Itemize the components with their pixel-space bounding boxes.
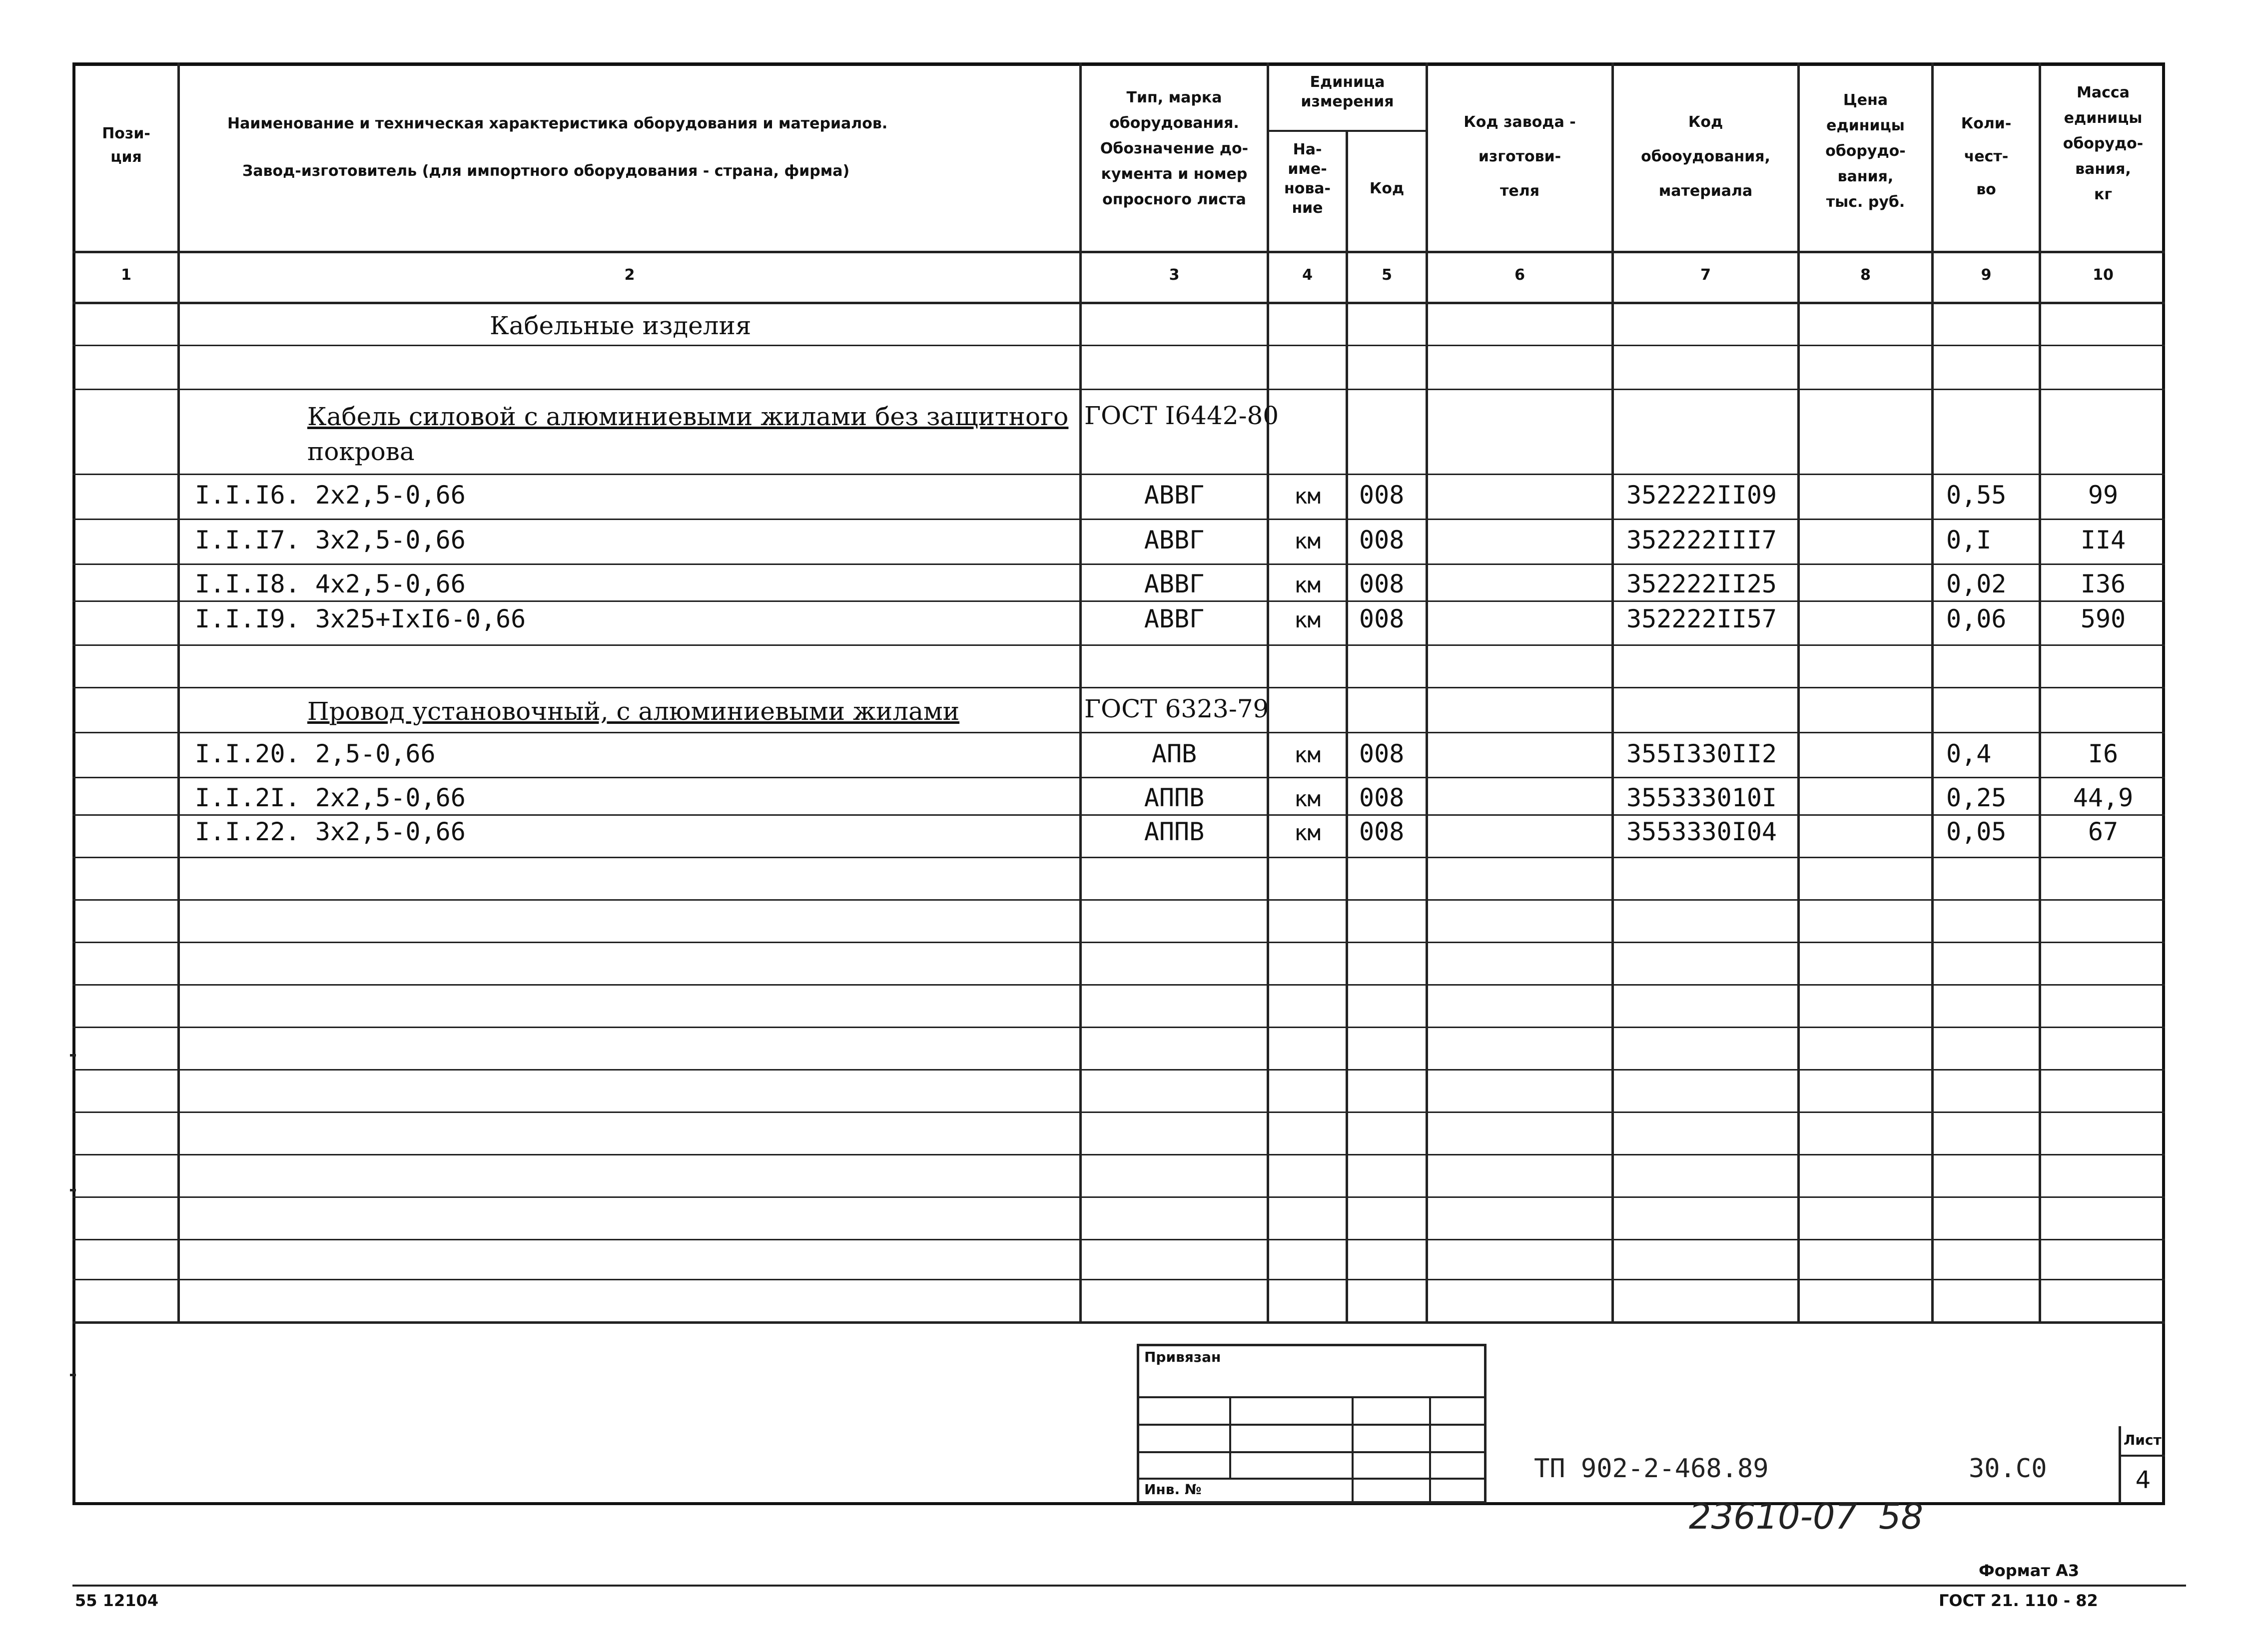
row-line <box>72 732 2165 733</box>
stamp-vline <box>1352 1396 1354 1504</box>
item-unit: км <box>1294 820 1321 846</box>
header-name-line1: Наименование и техническая характеристика оборудования и материалов. <box>227 115 888 132</box>
item-unit: км <box>1294 529 1321 554</box>
header-quantity: Коли- чест- во <box>1961 115 2012 198</box>
item-name: I.I.I6. 2х2,5-0,66 <box>195 481 466 510</box>
item-name: I.I.2I. 2х2,5-0,66 <box>195 783 466 812</box>
stamp-line <box>1137 1396 1487 1398</box>
item-type: АВВГ <box>1144 526 1205 554</box>
stamp-line <box>1137 1478 1487 1480</box>
item-unit: км <box>1294 484 1321 509</box>
item-type: АВВГ <box>1144 481 1205 510</box>
header-unit-name: На- име- нова- ние <box>1284 141 1331 217</box>
row-line <box>72 1069 2165 1071</box>
col-line <box>1797 62 1800 1321</box>
stamp-vline <box>1229 1396 1231 1479</box>
item-code: 352222II09 <box>1626 481 1777 510</box>
item-name: I.I.22. 3х2,5-0,66 <box>195 817 466 846</box>
group1-standard: ГОСТ I6442-80 <box>1084 401 1279 430</box>
number-row-divider <box>72 302 2165 304</box>
group2-standard: ГОСТ 6323-79 <box>1084 694 1269 723</box>
group1-title-cont: покрова <box>307 437 415 466</box>
row-line <box>72 1279 2165 1280</box>
col-line <box>1079 62 1082 1321</box>
margin-tick <box>70 1054 76 1057</box>
column-number: 7 <box>1700 266 1711 284</box>
row-line <box>72 942 2165 943</box>
item-code: 3553330I04 <box>1626 817 1777 846</box>
row-line <box>72 857 2165 858</box>
column-number: 10 <box>2093 266 2114 284</box>
binding-label: Привязан <box>1144 1349 1221 1365</box>
row-line <box>72 1027 2165 1028</box>
col-line <box>1931 62 1934 1321</box>
sheet-box-line <box>2119 1455 2165 1457</box>
handwritten-number: 23610-07 <box>1689 1496 1858 1537</box>
header-unit-mass: Масса единицы оборудо- вания, кг <box>2063 84 2144 203</box>
column-number: 2 <box>624 266 635 284</box>
item-quantity: 0,05 <box>1946 817 2007 846</box>
row-line <box>72 1196 2165 1198</box>
row-line <box>72 474 2165 475</box>
row-line <box>72 345 2165 346</box>
col-line <box>177 62 180 1321</box>
row-line <box>72 644 2165 646</box>
col-line <box>1346 130 1348 1321</box>
col-line <box>1267 62 1269 1321</box>
row-line <box>72 389 2165 390</box>
item-name: I.I.I9. 3х25+IхI6-0,66 <box>195 604 526 633</box>
handwritten-page: 58 <box>1879 1496 1924 1537</box>
col-line <box>1611 62 1614 1321</box>
item-mass: I6 <box>2088 739 2119 768</box>
item-code: 355I330II2 <box>1626 739 1777 768</box>
group2-title: Провод установочный, с алюминиевыми жилами <box>307 697 960 726</box>
row-line <box>72 1111 2165 1113</box>
row-line <box>72 687 2165 688</box>
header-name-line2: Завод-изготовитель (для импортного оборудования - страна, фирма) <box>242 162 850 180</box>
format-label: Формат А3 <box>1979 1561 2080 1580</box>
item-unit: км <box>1294 607 1321 633</box>
item-quantity: 0,55 <box>1946 481 2007 510</box>
item-quantity: 0,06 <box>1946 604 2007 633</box>
table-bottom-line <box>72 1321 2165 1324</box>
header-position: Пози- ция <box>102 125 150 166</box>
row-line <box>72 563 2165 565</box>
row-line <box>72 814 2165 816</box>
column-number: 9 <box>1981 266 1992 284</box>
item-unit-code: 008 <box>1359 817 1405 846</box>
item-unit-code: 008 <box>1359 569 1405 598</box>
row-line <box>72 899 2165 901</box>
col-line <box>2039 62 2041 1321</box>
item-unit-code: 008 <box>1359 739 1405 768</box>
item-unit: км <box>1294 786 1321 812</box>
item-quantity: 0,4 <box>1946 739 1992 768</box>
column-number: 5 <box>1382 266 1392 284</box>
item-mass: 44,9 <box>2073 783 2134 812</box>
column-number: 1 <box>121 266 131 284</box>
item-type: АПВ <box>1151 739 1197 768</box>
item-quantity: 0,I <box>1946 526 1992 554</box>
column-number: 4 <box>1302 266 1313 284</box>
header-unit-group: Единица измерения <box>1301 73 1394 110</box>
gost-label: ГОСТ 21. 110 - 82 <box>1939 1591 2098 1610</box>
item-code: 352222III7 <box>1626 526 1777 554</box>
item-mass: II4 <box>2080 526 2126 554</box>
item-unit-code: 008 <box>1359 526 1405 554</box>
inventory-label: Инв. № <box>1144 1481 1202 1498</box>
item-code: 352222II57 <box>1626 604 1777 633</box>
document-code: ТП 902-2-468.89 <box>1534 1454 1769 1484</box>
row-line <box>72 1239 2165 1240</box>
margin-tick <box>70 1374 76 1376</box>
header-factory-code: Код завода - изготови- теля <box>1464 113 1576 200</box>
trim-line <box>72 1585 2186 1587</box>
row-line <box>72 777 2165 778</box>
item-quantity: 0,25 <box>1946 783 2007 812</box>
item-quantity: 0,02 <box>1946 569 2007 598</box>
item-code: 352222II25 <box>1626 569 1777 598</box>
item-mass: I36 <box>2080 569 2126 598</box>
header-equipment-code: Код обооудования, материала <box>1641 113 1770 200</box>
section-title: Кабельные изделия <box>490 311 751 340</box>
column-number: 6 <box>1514 266 1525 284</box>
item-mass: 590 <box>2080 604 2126 633</box>
sheet-code: 30.С0 <box>1969 1454 2047 1484</box>
item-unit-code: 008 <box>1359 481 1405 510</box>
row-line <box>72 600 2165 602</box>
item-unit: км <box>1294 572 1321 598</box>
header-type: Тип, марка оборудования. Обозначение до- кумента и номер опросного листа <box>1100 89 1249 208</box>
column-number: 8 <box>1860 266 1871 284</box>
item-name: I.I.I7. 3х2,5-0,66 <box>195 526 466 554</box>
row-line <box>72 1154 2165 1155</box>
item-type: АВВГ <box>1144 604 1205 633</box>
stamp-vline <box>1429 1396 1431 1504</box>
item-type: АВВГ <box>1144 569 1205 598</box>
item-unit-code: 008 <box>1359 604 1405 633</box>
sheet-label: Лист <box>2124 1432 2162 1448</box>
column-number: 3 <box>1169 266 1180 284</box>
group1-title: Кабель силовой с алюминиевыми жилами без защитного <box>307 402 1069 431</box>
item-type: АППВ <box>1144 783 1205 812</box>
sheet-number: 4 <box>2135 1466 2151 1494</box>
margin-tick <box>70 1189 76 1191</box>
item-name: I.I.20. 2,5-0,66 <box>195 739 436 768</box>
row-line <box>72 984 2165 986</box>
header-divider <box>72 251 2165 253</box>
header-unit-price: Цена единицы оборудо- вания, тыс. руб. <box>1825 91 1906 211</box>
item-name: I.I.I8. 4х2,5-0,66 <box>195 569 466 598</box>
item-type: АППВ <box>1144 817 1205 846</box>
header-unit-code: Код <box>1369 180 1405 197</box>
item-unit-code: 008 <box>1359 783 1405 812</box>
item-code: 355333010I <box>1626 783 1777 812</box>
item-unit: км <box>1294 742 1321 768</box>
row-line <box>72 519 2165 520</box>
stamp-line <box>1137 1451 1487 1453</box>
item-mass: 99 <box>2088 481 2119 510</box>
item-mass: 67 <box>2088 817 2119 846</box>
footer-code: 55 12104 <box>75 1591 158 1610</box>
col-line <box>1426 62 1428 1321</box>
stamp-line <box>1137 1424 1487 1426</box>
